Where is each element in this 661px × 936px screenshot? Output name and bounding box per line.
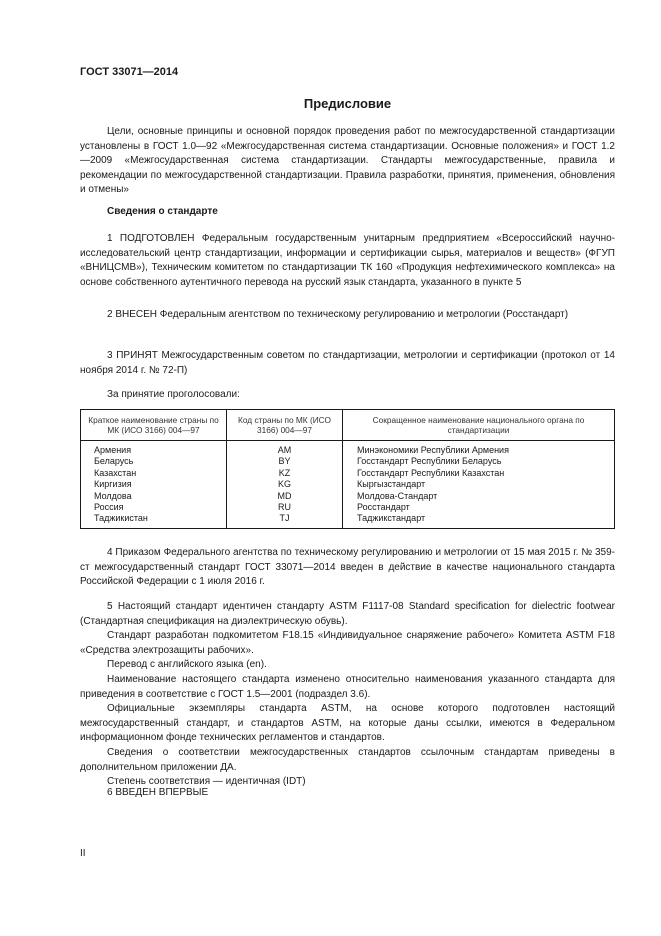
page-title: Предисловие xyxy=(303,96,392,111)
country-name: Молдова xyxy=(81,491,227,502)
country-name: Беларусь xyxy=(81,456,227,467)
agency-name: Госстандарт Республики Беларусь xyxy=(343,456,615,467)
item-4-paragraph: 4 Приказом Федерального агентства по техническому регулированию и метрологии от 15 мая 2015 г. № 359-ст межгосударственный стандарт ГОСТ 33071—2014 введен в действие в качестве национального стандарта Российской Федерации с 1 июля 2016 г. xyxy=(80,547,615,588)
country-code: AM xyxy=(227,441,343,457)
intro-paragraph: Цели, основные принципы и основной порядок проведения работ по межгосударственной стандартизации установлены в ГОСТ 1.0—92 «Межгосударственная система стандартизации. Основные положения» и ГОСТ 1.2—2009 «Межгосударственная система стандартизации. Стандарты межгосударственные, правила и рекомендации по межгосударственной стандартизации. Правила разработки, принятия, применения, обновления и отмены» xyxy=(80,126,615,196)
item-2-block xyxy=(80,308,615,323)
voting-countries-table xyxy=(80,409,615,529)
country-code: KZ xyxy=(227,468,343,479)
item-6-paragraph: 6 ВВЕДЕН ВПЕРВЫЕ xyxy=(107,787,209,798)
page-number: II xyxy=(80,848,86,859)
item-3-paragraph: 3 ПРИНЯТ Межгосударственным советом по стандартизации, метрологии и сертификации (протокол от 14 ноября 2014 г. № 72-П) xyxy=(80,350,615,376)
agency-name: Молдова-Стандарт xyxy=(343,491,615,502)
country-code: TJ xyxy=(227,513,343,528)
item-4-block xyxy=(80,546,615,590)
item-5-references-paragraph: Сведения о соответствии межгосударственных стандартов ссылочным стандартам приведены в дополнительном приложении ДА. xyxy=(80,746,615,773)
item-5-conformity-paragraph: Степень соответствия — идентичная (IDT) xyxy=(107,776,306,788)
table-row xyxy=(81,491,615,502)
intro-block xyxy=(80,125,615,198)
item-1-paragraph: 1 ПОДГОТОВЛЕН Федеральным государственным унитарным предприятием «Всероссийский научно-исследовательский центр стандартизации, информации и сертификации сырья, материалов и веществ» (ФГУП «ВНИЦСМВ»), Техническим комитетом по стандартизации ТК 160 «Продукция нефтехимического комплекса» на основе собственного аутентичного перевода на русский язык стандарта, указанного в пункте 5 xyxy=(80,233,615,288)
table-header-agency: Сокращенное наименование национального органа по стандартизации xyxy=(343,410,615,441)
vote-label-block xyxy=(80,388,615,403)
agency-name: Таджикстандарт xyxy=(343,513,615,528)
country-name: Таджикистан xyxy=(81,513,227,528)
table-row xyxy=(81,502,615,513)
table-row xyxy=(81,513,615,528)
table-row xyxy=(81,479,615,490)
table-header-row xyxy=(81,410,615,441)
table-row xyxy=(81,456,615,467)
country-name: Армения xyxy=(81,441,227,457)
item-1-block xyxy=(80,232,615,290)
table-row xyxy=(81,441,615,457)
section-heading: Сведения о стандарте xyxy=(107,206,218,217)
agency-name: Госстандарт Республики Казахстан xyxy=(343,468,615,479)
item-5-paragraph: 5 Настоящий стандарт идентичен стандарту ASTM F1117-08 Standard specification for dielectric footwear (Стандартная спецификация на диэлектрическую обувь). xyxy=(80,601,615,627)
table-header-code: Код страны по МК (ИСО 3166) 004—97 xyxy=(227,410,343,441)
table-header-country: Краткое наименование страны по МК (ИСО 3166) 004—97 xyxy=(81,410,227,441)
item-5-translation-paragraph: Перевод с английского языка (en). xyxy=(107,659,267,671)
country-code: MD xyxy=(227,491,343,502)
country-code: BY xyxy=(227,456,343,467)
agency-name: Кыргызстандарт xyxy=(343,479,615,490)
standard-code-header: ГОСТ 33071—2014 xyxy=(80,66,179,78)
item-6-block xyxy=(80,786,615,801)
item-5-official-copies-paragraph: Официальные экземпляры стандарта ASTM, на основе которого подготовлен настоящий межгосударственный стандарт, и стандартов ASTM, на которые даны ссылки, имеются в Федеральном информационном фонде технических регламентов и стандартов. xyxy=(80,703,615,744)
item-5-title-change-paragraph: Наименование настоящего стандарта изменено относительно наименования указанного стандарта для приведения в соответствие с ГОСТ 1.5—2001 (подраздел 3.6). xyxy=(80,673,615,700)
country-code: RU xyxy=(227,502,343,513)
country-code: KG xyxy=(227,479,343,490)
item-5-developer-paragraph: Стандарт разработан подкомитетом F18.15 «Индивидуальное снаряжение рабочего» Комитета ASTM F18 «Средства электрозащиты рабочих». xyxy=(80,630,615,656)
agency-name: Минэкономики Республики Армения xyxy=(343,441,615,457)
item-2-paragraph: 2 ВНЕСЕН Федеральным агентством по техническому регулированию и метрологии (Росстандарт) xyxy=(107,309,569,320)
table-row xyxy=(81,468,615,479)
vote-label: За принятие проголосовали: xyxy=(107,389,240,400)
country-name: Россия xyxy=(81,502,227,513)
agency-name: Росстандарт xyxy=(343,502,615,513)
section-heading-block xyxy=(80,205,615,220)
country-name: Киргизия xyxy=(81,479,227,490)
item-5-block xyxy=(80,600,615,790)
country-name: Казахстан xyxy=(81,468,227,479)
item-3-block xyxy=(80,349,615,378)
